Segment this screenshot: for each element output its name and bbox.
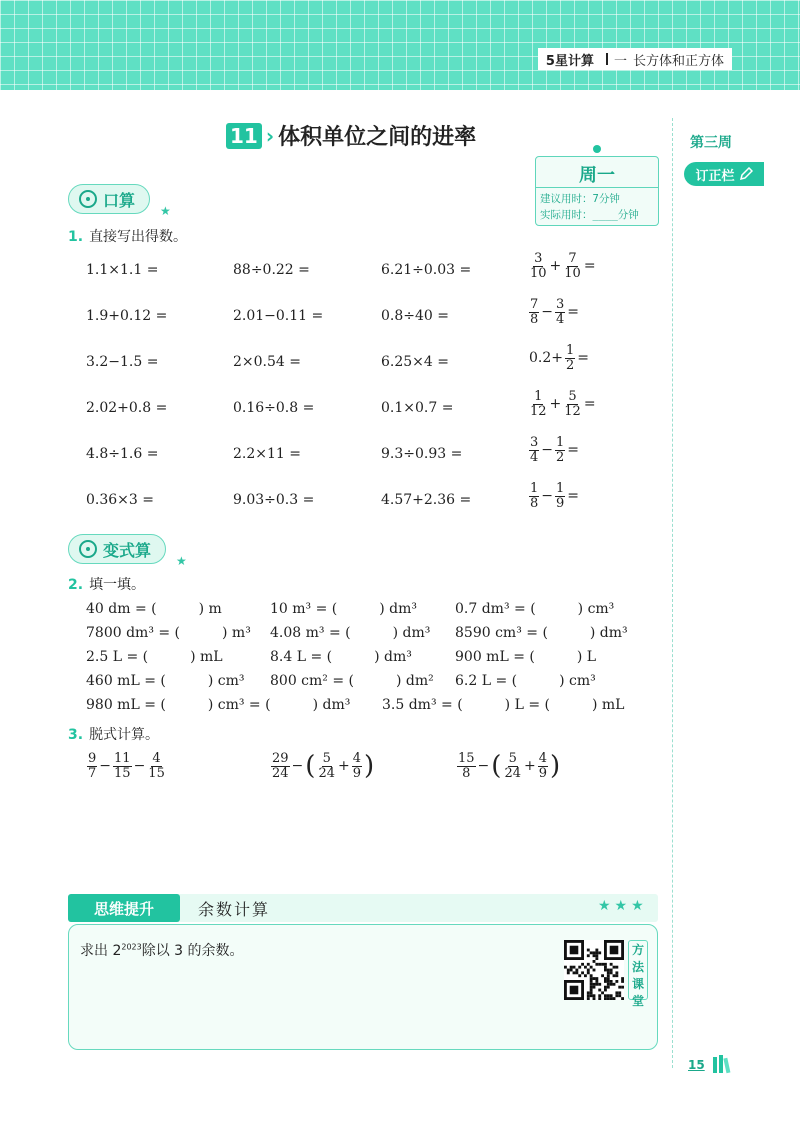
section-tag-oral	[68, 184, 150, 214]
oral-fraction-expression: 0.2+ $\frac{1}{2}$ =	[529, 343, 590, 373]
header-bar	[606, 53, 608, 65]
qr-code[interactable]	[564, 940, 624, 1000]
oral-expression: 1.1×1.1 =	[86, 262, 159, 278]
q3-text: 脱式计算。	[89, 727, 160, 743]
fill-blank-item: 2.5 L = ( ) mL	[86, 649, 223, 665]
q3-expression-3: $\frac{15}{8}$ − ( $\frac{5}{24}$ + $\frac{4}{9}$ )	[458, 751, 561, 782]
difficulty-stars: ★★★	[598, 898, 648, 914]
thinking-question: 求出 $2^{2023}$除以 3 的余数。	[80, 942, 244, 959]
star-icon: ★	[160, 204, 171, 218]
q1-number: 1.	[68, 229, 84, 245]
header-label	[538, 48, 732, 70]
fill-blank-item: 8.4 L = ( ) dm³	[270, 649, 412, 665]
oral-expression: 0.16÷0.8 =	[233, 400, 315, 416]
q3-expression-2: $\frac{29}{24}$ − ( $\frac{5}{24}$ + $\frac{4}{9}$ )	[272, 751, 375, 782]
fill-blank-item: 8590 cm³ = ( ) dm³	[455, 625, 628, 641]
week-label: 第三周	[690, 135, 732, 151]
oral-expression: 3.2−1.5 =	[86, 354, 159, 370]
oral-expression: 6.21÷0.03 =	[381, 262, 472, 278]
page-number: 15	[688, 1058, 705, 1072]
fill-blank-item: 4.08 m³ = ( ) dm³	[270, 625, 431, 641]
correction-tab[interactable]	[684, 162, 764, 186]
oral-expression: 88÷0.22 =	[233, 262, 310, 278]
oral-expression: 6.25×4 =	[381, 354, 449, 370]
fill-blank-item: 3.5 dm³ = ( ) L = ( ) mL	[382, 697, 625, 713]
fill-blank-item: 980 mL = ( ) cm³ = ( ) dm³	[86, 697, 351, 713]
question-1	[68, 226, 187, 246]
oral-expression: 0.8÷40 =	[381, 308, 449, 324]
q2-number: 2.	[68, 577, 84, 593]
question-3	[68, 724, 159, 744]
pencil-icon	[739, 167, 753, 181]
q2-text: 填一填。	[89, 577, 146, 593]
brand-text: 5星计算	[545, 53, 594, 69]
oral-expression: 4.57+2.36 =	[381, 492, 472, 508]
thinking-tag: 思维提升	[68, 894, 180, 922]
oral-fraction-expression: $\frac{3}{10}$ + $\frac{7}{10}$ =	[530, 251, 596, 281]
lesson-number: 11	[226, 123, 262, 149]
pin-icon	[593, 145, 601, 153]
lesson-title: 体积单位之间的进率	[278, 125, 477, 150]
oral-expression: 2×0.54 =	[233, 354, 301, 370]
correction-label: 订正栏	[695, 168, 735, 184]
section-tag-variant	[68, 534, 166, 564]
chevron-right-icon: ›	[265, 123, 275, 148]
day-card	[535, 156, 659, 226]
q3-expression-1: $\frac{9}{7}$ − $\frac{11}{15}$ − $\frac{4}{15}$	[88, 751, 165, 781]
margin-line	[672, 118, 673, 1068]
oral-expression: 2.01−0.11 =	[233, 308, 324, 324]
fill-blank-item: 460 mL = ( ) cm³	[86, 673, 245, 689]
fill-blank-item: 900 mL = ( ) L	[455, 649, 597, 665]
stopwatch-icon	[79, 190, 97, 208]
fill-blank-item: 7800 dm³ = ( ) m³	[86, 625, 251, 641]
oral-fraction-expression: $\frac{1}{8}$ − $\frac{1}{9}$ =	[530, 481, 580, 511]
oral-fraction-expression: $\frac{1}{12}$ + $\frac{5}{12}$ =	[530, 389, 596, 419]
oral-expression: 9.03÷0.3 =	[233, 492, 315, 508]
header-band	[0, 0, 800, 90]
oral-expression: 2.2×11 =	[233, 446, 301, 462]
fill-blank-item: 40 dm = ( ) m	[86, 601, 222, 617]
oral-expression: 1.9+0.12 =	[86, 308, 168, 324]
oral-expression: 4.8÷1.6 =	[86, 446, 159, 462]
target-icon	[79, 540, 97, 558]
question-2	[68, 574, 145, 594]
oral-expression: 9.3÷0.93 =	[381, 446, 463, 462]
section-variant-label: 变式算	[103, 540, 152, 560]
oral-expression: 0.1×0.7 =	[381, 400, 454, 416]
thinking-subtitle: 余数计算	[198, 900, 271, 919]
page-title	[226, 120, 476, 151]
q1-text: 直接写出得数。	[89, 229, 188, 245]
header-divider: 一	[613, 53, 627, 69]
fill-blank-item: 10 m³ = ( ) dm³	[270, 601, 418, 617]
oral-expression: 0.36×3 =	[86, 492, 154, 508]
q3-number: 3.	[68, 727, 84, 743]
fill-blank-item: 0.7 dm³ = ( ) cm³	[455, 601, 615, 617]
oral-fraction-expression: $\frac{7}{8}$ − $\frac{3}{4}$ =	[530, 297, 580, 327]
books-icon	[712, 1054, 736, 1074]
oral-fraction-expression: $\frac{3}{4}$ − $\frac{1}{2}$ =	[530, 435, 580, 465]
actual-time: 实际用时：____分钟	[540, 209, 639, 221]
method-class-label: 方 法 课 堂	[628, 940, 648, 1000]
fill-blank-item: 6.2 L = ( ) cm³	[455, 673, 596, 689]
oral-expression: 2.02+0.8 =	[86, 400, 168, 416]
suggest-time: 建议用时：7分钟	[540, 193, 620, 205]
star-icon: ★	[176, 554, 187, 568]
fill-blank-item: 800 cm² = ( ) dm²	[270, 673, 434, 689]
unit-title: 长方体和正方体	[632, 53, 724, 69]
day-separator	[536, 187, 658, 188]
section-oral-label: 口算	[103, 190, 136, 210]
day-label: 周一	[579, 165, 615, 186]
